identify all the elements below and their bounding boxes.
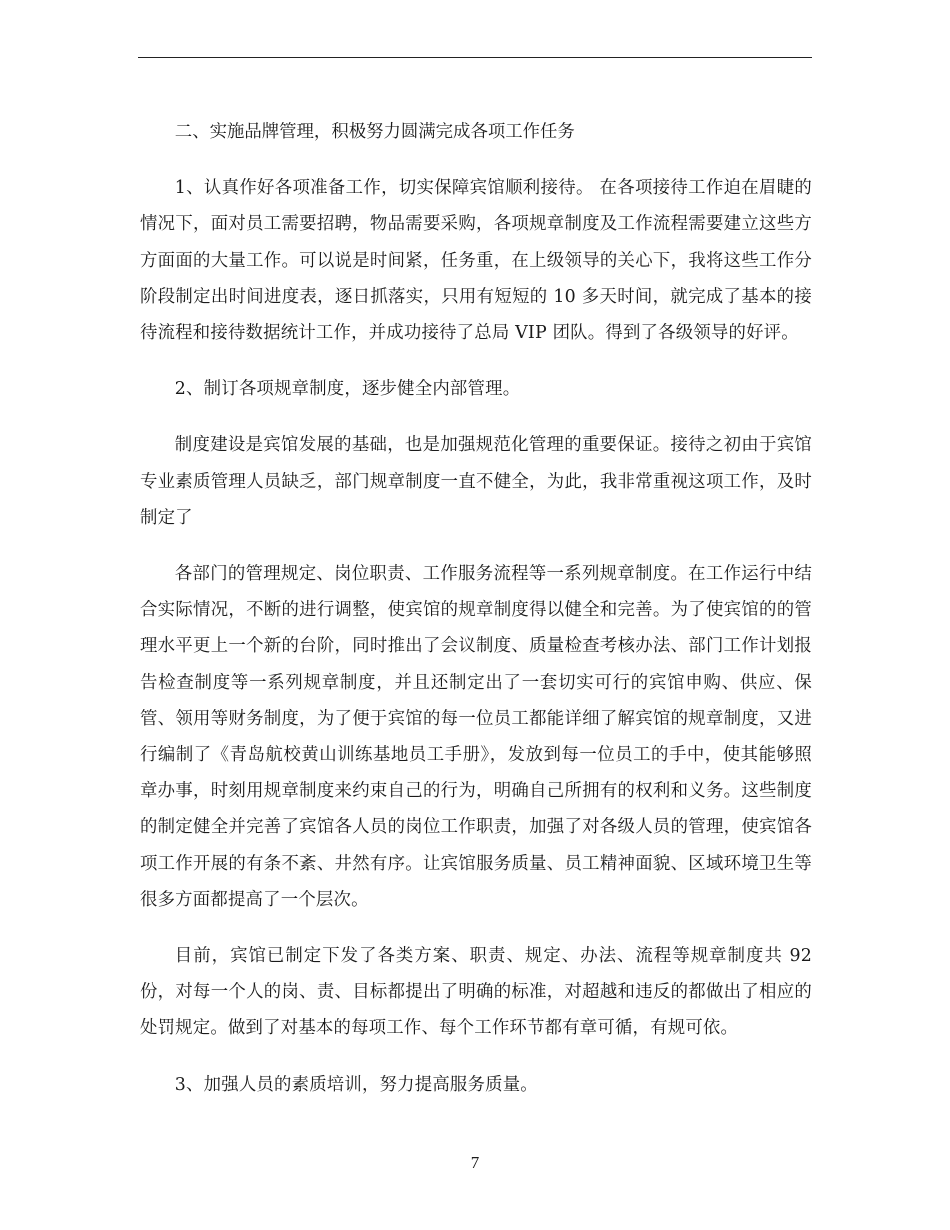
section-heading: 二、实施品牌管理，积极努力圆满完成各项工作任务 [174, 122, 575, 142]
paragraph-2-subheading: 2、制订各项规章制度，逐步健全内部管理。 [174, 379, 521, 400]
paragraph-5: 目前，宾馆已制定下发了各类方案、职责、规定、办法、流程等规章制度共 92 份，对每一个人的岗、责、目标都提出了明确的标准，对超越和违反的都做出了相应的处罚规定。做到了对基本的每项工作、每个工作环节都有章可循，有规可依。 [140, 946, 812, 1039]
paragraph-6-subheading: 3、加强人员的素质培训，努力提高服务质量。 [174, 1074, 538, 1095]
page-number: 7 [470, 1153, 480, 1172]
paragraph-1: 1、认真作好各项准备工作，切实保障宾馆顺利接待。 在各项接待工作迫在眉睫的情况下，面对员工需要招聘，物品需要采购，各项规章制度及工作流程需要建立这些方方面面的大量工作。可以说是时间紧，任务重，在上级领导的关心下，我将这些工作分阶段制定出时间进度表，逐日抓落实，只用有短短的 10 多天时间，就完成了基本的接待流程和接待数据统计工作，并成功接待了总局 VIP 团队。得到了各级领导的好评。 [140, 178, 812, 344]
paragraph-4: 各部门的管理规定、岗位职责、工作服务流程等一系列规章制度。在工作运行中结合实际情况，不断的进行调整，使宾馆的规章制度得以健全和完善。为了使宾馆的的管理水平更上一个新的台阶，同时推出了会议制度、质量检查考核办法、部门工作计划报告检查制度等一系列规章制度，并且还制定出了一套切实可行的宾馆申购、供应、保管、领用等财务制度，为了便于宾馆的每一位员工都能详细了解宾馆的规章制度，又进行编制了《青岛航校黄山训练基地员工手册》，发放到每一位员工的手中，使其能够照章办事，时刻用规章制度来约束自己的行为，明确自己所拥有的权利和义务。这些制度的制定健全并完善了宾馆各人员的岗位工作职责，加强了对各级人员的管理，使宾馆各项工作开展的有条不紊、井然有序。让宾馆服务质量、员工精神面貌、区域环境卫生等很多方面都提高了一个层次。 [140, 564, 812, 910]
header-rule [138, 57, 812, 58]
document-body [140, 114, 812, 1123]
paragraph-3: 制度建设是宾馆发展的基础，也是加强规范化管理的重要保证。接待之初由于宾馆专业素质管理人员缺乏，部门规章制度一直不健全，为此，我非常重视这项工作，及时制定了 [140, 435, 812, 528]
